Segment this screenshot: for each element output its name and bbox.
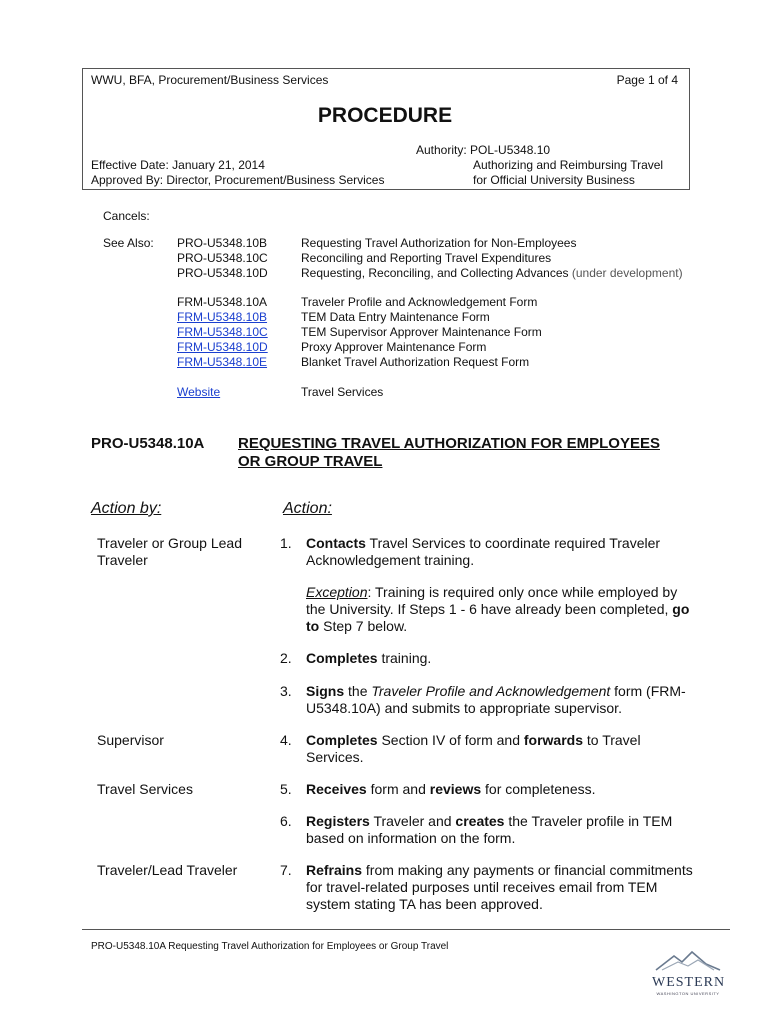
step-verb: Contacts (306, 535, 366, 551)
step-text: the (344, 683, 372, 699)
step-verb: Receives (306, 781, 367, 797)
procedure-code: PRO-U5348.10D (177, 266, 268, 280)
logo-subtitle: WASHINGTON UNIVERSITY (656, 991, 720, 996)
step-verb: creates (455, 813, 505, 829)
actor-supervisor: Supervisor (97, 732, 164, 748)
step-verb: Completes (306, 650, 378, 666)
step-text: for completeness. (481, 781, 596, 797)
step-3 (306, 683, 696, 717)
section-title-line1: REQUESTING TRAVEL AUTHORIZATION FOR EMPLOYEES (238, 435, 660, 452)
form-desc: Proxy Approver Maintenance Form (301, 340, 487, 354)
exception-note (306, 584, 696, 635)
actor-lead-traveler: Traveler/Lead Traveler (97, 862, 238, 878)
step-text: to Travel Services. (306, 732, 641, 765)
step-text: Travel Services to coordinate required Traveler Acknowledgement training. (306, 535, 661, 568)
step-7 (306, 862, 696, 913)
step-5 (306, 781, 696, 798)
action-by-header: Action by: (91, 500, 162, 517)
step-number: 5. (280, 781, 292, 797)
step-text: Section IV of form and (377, 732, 524, 748)
exception-label: Exception (306, 584, 368, 600)
exception-goto: go to (306, 601, 690, 634)
step-number: 4. (280, 732, 292, 748)
step-verb: Signs (306, 683, 345, 699)
procedure-desc: Reconciling and Reporting Travel Expenditures (301, 251, 552, 265)
step-verb: reviews (429, 781, 482, 797)
step-verb: Completes (306, 732, 378, 748)
actor-traveler (97, 535, 272, 569)
actor-travel-services: Travel Services (97, 781, 193, 797)
step-1 (306, 535, 696, 569)
form-link[interactable]: FRM-U5348.10E (177, 355, 268, 369)
form-desc: Traveler Profile and Acknowledgement Form (301, 295, 538, 309)
form-link[interactable]: FRM-U5348.10D (177, 340, 268, 354)
procedure-desc (301, 266, 683, 281)
procedure-desc: Requesting Travel Authorization for Non-Employees (301, 236, 577, 250)
step-text: training. (377, 650, 432, 666)
form-desc: TEM Supervisor Approver Maintenance Form (301, 325, 542, 339)
actor-line: Traveler or Group Lead (97, 535, 242, 551)
website-desc: Travel Services (301, 385, 384, 399)
step-text: form (FRM-U5348.10A) and submits to appropriate supervisor. (306, 683, 686, 716)
step-text: from making any payments or financial commitments for travel-related purposes until receives email from TEM system stating TA has been approved. (306, 862, 693, 912)
development-note: (under development) (571, 266, 683, 280)
action-header: Action: (283, 500, 332, 517)
section-code: PRO-U5348.10A (91, 435, 205, 452)
procedure-desc-text: Requesting, Reconciling, and Collecting Advances (301, 266, 569, 280)
approved-by: Approved By: Director, Procurement/Business Services (91, 173, 385, 187)
step-number: 3. (280, 683, 292, 699)
section-title (238, 435, 660, 471)
page-title: PROCEDURE (317, 104, 453, 127)
step-text: Traveler and (369, 813, 456, 829)
effective-date: Effective Date: January 21, 2014 (91, 158, 265, 172)
form-link[interactable]: FRM-U5348.10B (177, 310, 268, 324)
form-name: Traveler Profile and Acknowledgement (371, 683, 611, 699)
wwu-logo (652, 950, 724, 1008)
cancels-label: Cancels: (103, 209, 150, 223)
exception-text: : Training is required only once while employed by the University. If Steps 1 - 6 have already been completed, (306, 584, 678, 617)
authority: Authority: POL-U5348.10 (416, 143, 551, 157)
step-number: 6. (280, 813, 292, 829)
see-also-label: See Also: (103, 236, 154, 250)
procedure-code: PRO-U5348.10C (177, 251, 268, 265)
step-number: 7. (280, 862, 292, 878)
section-title-line2: OR GROUP TRAVEL (238, 453, 383, 470)
step-4 (306, 732, 696, 766)
form-desc: Blanket Travel Authorization Request Form (301, 355, 530, 369)
step-verb: Registers (306, 813, 370, 829)
step-2 (306, 650, 696, 667)
website-link[interactable]: Website (177, 385, 221, 399)
footer-divider (82, 929, 730, 930)
page-number: Page 1 of 4 (616, 73, 678, 87)
step-6 (306, 813, 696, 847)
form-link[interactable]: FRM-U5348.10C (177, 325, 268, 339)
exception-end: Step 7 below. (319, 618, 408, 634)
logo-wordmark: WESTERN (652, 975, 726, 990)
footer-text: PRO-U5348.10A Requesting Travel Authorization for Employees or Group Travel (91, 941, 449, 952)
step-verb: forwards (523, 732, 583, 748)
step-text: the Traveler profile in TEM based on information on the form. (306, 813, 673, 846)
step-number: 2. (280, 650, 292, 666)
actor-line: Traveler (97, 552, 148, 568)
step-verb: Refrains (306, 862, 363, 878)
org-name: WWU, BFA, Procurement/Business Services (91, 73, 329, 87)
authority-title-line1: Authorizing and Reimbursing Travel (473, 158, 664, 172)
procedure-code: PRO-U5348.10B (177, 236, 268, 250)
authority-title-line2: for Official University Business (473, 173, 635, 187)
mountain-icon (652, 950, 724, 972)
form-desc: TEM Data Entry Maintenance Form (301, 310, 490, 324)
step-text: form and (366, 781, 430, 797)
form-code: FRM-U5348.10A (177, 295, 268, 309)
step-number: 1. (280, 535, 292, 551)
